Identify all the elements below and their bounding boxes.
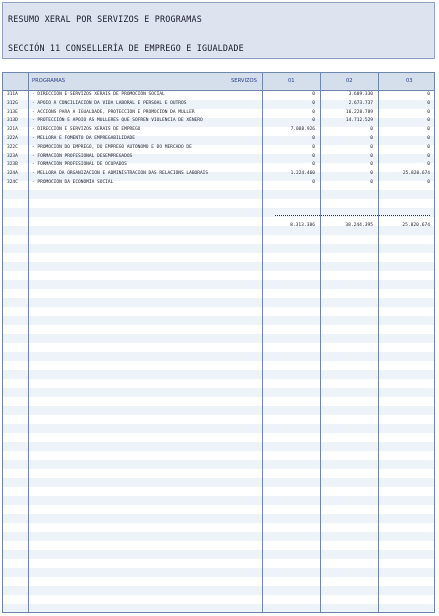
program-description: - FORMACIÓN PROFESIONAL DE OCUPADOS xyxy=(32,162,127,168)
table-row xyxy=(3,100,434,109)
col-header-01: 01 xyxy=(288,78,295,84)
table-row xyxy=(3,109,434,118)
document-header xyxy=(2,2,435,59)
program-description: - ACCIÓNS PARA A IGUALDADE, PROTECCIÓN E PROMOCIÓN DA MULLER xyxy=(32,109,195,115)
value-01: 0 xyxy=(312,92,315,97)
table-row xyxy=(3,144,434,153)
value-02: 3.609.330 xyxy=(348,92,373,97)
program-code: 323A xyxy=(7,153,18,159)
table-body xyxy=(3,91,434,188)
program-description: - FORMACIÓN PROFESIONAL DESEMPREGADOS xyxy=(32,153,133,159)
program-code: 313E xyxy=(7,109,18,115)
value-03: 0 xyxy=(427,135,430,141)
table-row xyxy=(3,153,434,162)
program-code: 324C xyxy=(7,179,18,185)
value-02: 0 xyxy=(370,127,373,133)
value-03: 0 xyxy=(427,92,430,97)
program-description: - MELLORA E FOMENTO DA EMPREGABILIDADE xyxy=(32,135,135,141)
program-code: 322A xyxy=(7,135,18,141)
value-02: 0 xyxy=(370,153,373,159)
totals-row xyxy=(3,221,434,231)
value-02: 0 xyxy=(370,162,373,168)
value-03: 0 xyxy=(427,144,430,150)
value-03: 0 xyxy=(427,127,430,133)
value-02: 2.673.737 xyxy=(348,100,373,106)
program-code: 312G xyxy=(7,100,18,106)
table-row xyxy=(3,170,434,179)
value-03: 25.820.674 xyxy=(402,171,430,177)
table-header xyxy=(3,73,434,91)
program-code: 323B xyxy=(7,162,18,168)
col-header-programas: PROGRAMAS xyxy=(32,78,66,84)
col-header-02: 02 xyxy=(346,78,353,84)
value-03: 0 xyxy=(427,118,430,124)
program-description: - PROMOCIÓN DO EMPREGO, DO EMPREGO AUTÓNOMO E DO MERCADO DE xyxy=(32,144,192,150)
program-code: 322C xyxy=(7,144,18,150)
col-header-03: 03 xyxy=(406,78,413,84)
value-01: 0 xyxy=(312,179,315,185)
program-description: - PROTECCIÓN E APOIO ÁS MULLERES QUE SOFREN VIOLENCIA DE XÉNERO xyxy=(32,118,203,124)
program-code: 313D xyxy=(7,118,18,124)
value-01: 1.224.460 xyxy=(290,171,315,177)
value-02: 14.712.529 xyxy=(345,118,373,124)
value-01: 0 xyxy=(312,162,315,168)
value-01: 7.088.926 xyxy=(290,127,315,133)
program-description: - APOIO Á CONCILIACIÓN DA VIDA LABORAL E PERSOAL E OUTROS xyxy=(32,100,187,106)
value-03: 0 xyxy=(427,100,430,106)
value-01: 0 xyxy=(312,144,315,150)
table-row xyxy=(3,91,434,100)
table-row xyxy=(3,126,434,135)
value-01: 0 xyxy=(312,118,315,124)
value-03: 0 xyxy=(427,109,430,115)
value-03: 0 xyxy=(427,179,430,185)
program-description: - DIRECCIÓN E SERVIZOS XERAIS DE EMPREGO xyxy=(32,127,141,133)
value-02: 16.228.789 xyxy=(345,109,373,115)
table-row xyxy=(3,179,434,188)
program-description: - PROMOCIÓN DA ECONOMÍA SOCIAL xyxy=(32,179,114,185)
value-02: 0 xyxy=(370,171,373,177)
section-title: SECCIÓN 11 CONSELLERÍA DE EMPREGO E IGUALDADE xyxy=(8,43,244,53)
value-02: 0 xyxy=(370,179,373,185)
value-01: 0 xyxy=(312,109,315,115)
document-title: RESUMO XERAL POR SERVIZOS E PROGRAMAS xyxy=(8,14,202,24)
table-row xyxy=(3,117,434,126)
value-01: 0 xyxy=(312,135,315,141)
budget-table xyxy=(2,72,435,613)
total-03: 25.820.674 xyxy=(402,223,430,228)
total-01: 8.313.386 xyxy=(290,223,315,228)
totals-separator xyxy=(275,215,430,216)
program-description: - MELLORA DA ORGANIZACIÓN E ADMINISTRACIÓN DAS RELACIÓNS LABORAIS xyxy=(32,171,209,177)
total-02: 38.244.395 xyxy=(345,223,373,228)
table-row xyxy=(3,161,434,170)
table-row xyxy=(3,135,434,144)
program-description: - DIRECCIÓN E SERVIZOS XERAIS DE PROMOCIÓN SOCIAL xyxy=(32,92,165,97)
value-03: 0 xyxy=(427,162,430,168)
value-03: 0 xyxy=(427,153,430,159)
value-02: 0 xyxy=(370,144,373,150)
value-01: 0 xyxy=(312,153,315,159)
program-code: 324A xyxy=(7,171,18,177)
col-header-servizos: SERVIZOS xyxy=(231,78,257,84)
value-01: 0 xyxy=(312,100,315,106)
program-code: 321A xyxy=(7,127,18,133)
program-code: 311A xyxy=(7,92,18,97)
value-02: 0 xyxy=(370,135,373,141)
